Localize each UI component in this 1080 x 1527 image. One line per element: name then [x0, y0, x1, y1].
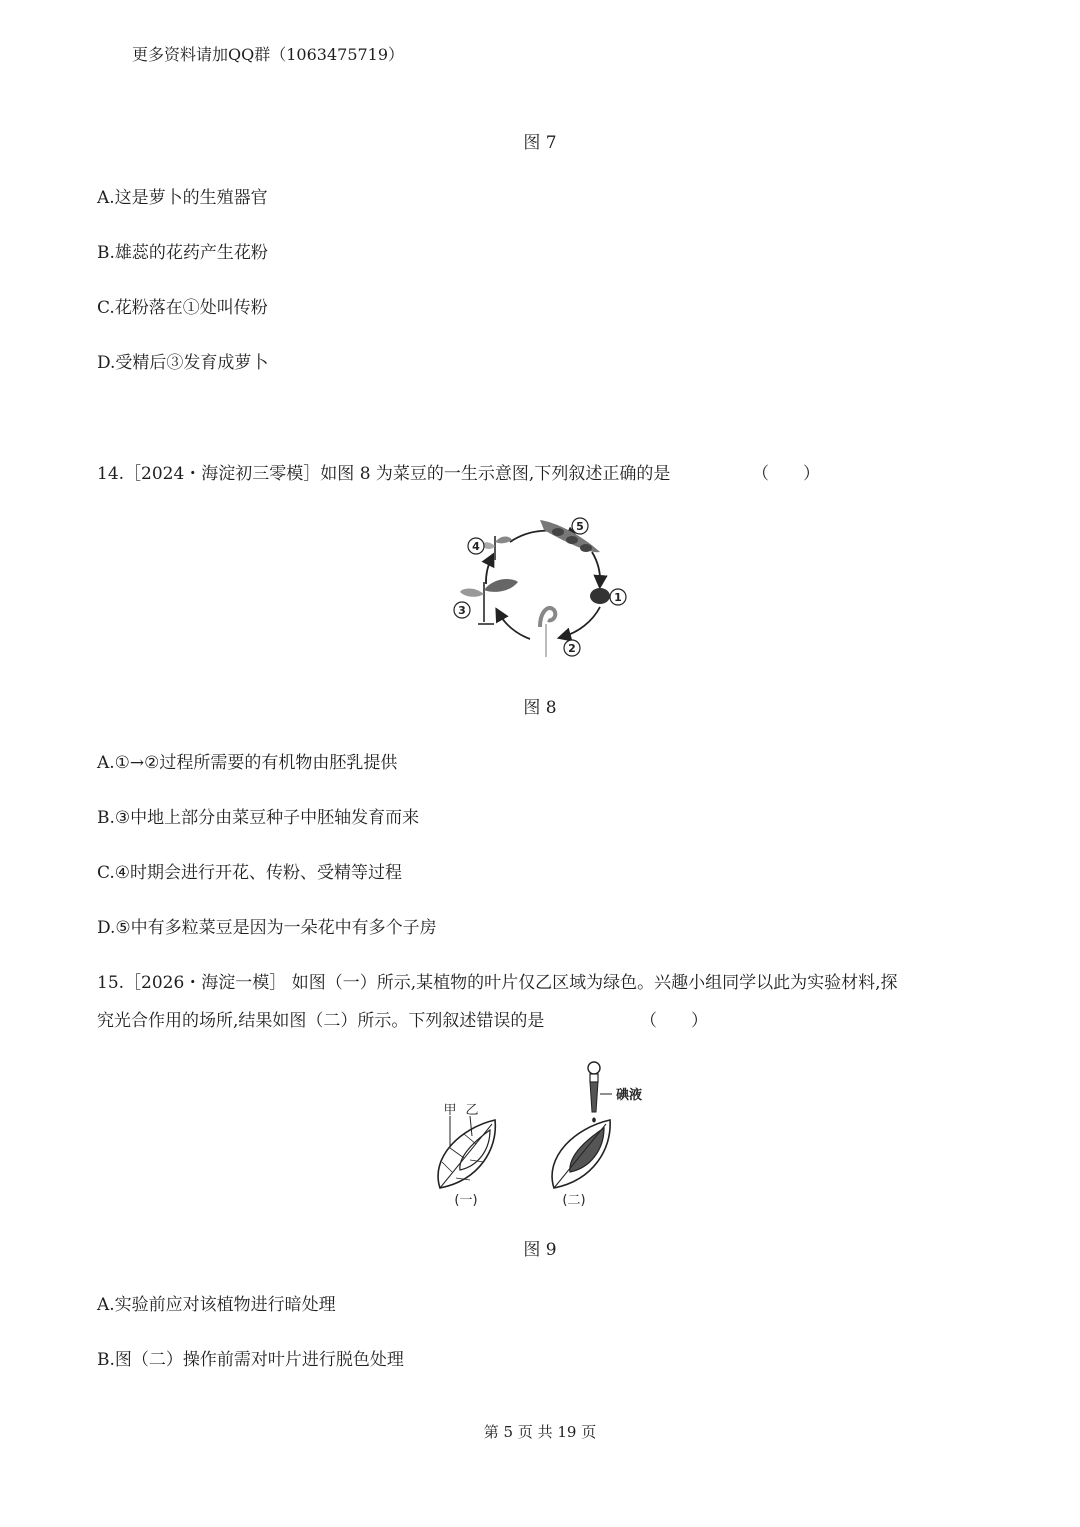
q13-option-a: A.这是萝卜的生殖器官 — [97, 188, 268, 208]
leaf-figure-one — [438, 1116, 495, 1188]
q14-answer-blank: （ ） — [752, 464, 820, 484]
q15-stem-line2: 究光合作用的场所,结果如图（二）所示。下列叙述错误的是 — [97, 1011, 545, 1031]
label-jia: 甲 — [443, 1103, 457, 1118]
figure-8-bean-lifecycle — [440, 512, 640, 662]
stage-label-5 — [572, 518, 588, 534]
figure-caption-8: 图 8 — [523, 698, 557, 718]
stage-label-4 — [468, 538, 484, 554]
caption-figure-two: (二) — [562, 1193, 586, 1208]
q14-option-d: D.⑤中有多粒菜豆是因为一朵花中有多个子房 — [97, 918, 437, 938]
q15-answer-blank: （ ） — [640, 1011, 708, 1031]
dropper-icon — [588, 1062, 600, 1123]
q13-option-c: C.花粉落在①处叫传粉 — [97, 298, 268, 318]
flowering-plant-stage — [482, 536, 512, 560]
bean-seed-stage — [590, 588, 610, 604]
bean-pod-stage — [540, 520, 600, 552]
caption-figure-one: (一) — [454, 1193, 478, 1208]
svg-text:5: 5 — [576, 520, 584, 533]
figure-caption-7: 图 7 — [523, 133, 557, 153]
svg-text:4: 4 — [472, 540, 480, 553]
q15-option-a: A.实验前应对该植物进行暗处理 — [97, 1295, 336, 1315]
q15-stem-line1: 15.［2026・海淀一模］ 如图（一）所示,某植物的叶片仅乙区域为绿色。兴趣小组同学以此为实验材料,探 — [97, 973, 898, 993]
germinating-seed-stage — [540, 608, 555, 657]
svg-text:2: 2 — [568, 642, 576, 655]
q13-option-b: B.雄蕊的花药产生花粉 — [97, 243, 268, 263]
svg-text:3: 3 — [458, 604, 466, 617]
q14-stem: 14.［2024・海淀初三零模］如图 8 为菜豆的一生示意图,下列叙述正确的是 — [97, 464, 671, 484]
svg-text:1: 1 — [614, 591, 622, 604]
stage-label-3 — [454, 602, 470, 618]
stage-label-1 — [610, 589, 626, 605]
leaf-figure-two — [552, 1120, 610, 1188]
q13-option-d: D.受精后③发育成萝卜 — [97, 353, 269, 373]
page-number: 第 5 页 共 19 页 — [483, 1423, 597, 1441]
q15-option-b: B.图（二）操作前需对叶片进行脱色处理 — [97, 1350, 404, 1370]
label-yi: 乙 — [465, 1103, 479, 1118]
stage-label-2 — [564, 640, 580, 656]
figure-9-leaf-experiment — [420, 1058, 660, 1218]
figure-caption-9: 图 9 — [523, 1240, 557, 1260]
label-iodine: 碘液 — [616, 1088, 643, 1103]
q14-option-a: A.①→②过程所需要的有机物由胚乳提供 — [97, 753, 398, 773]
seedling-stage — [460, 579, 518, 624]
q14-option-b: B.③中地上部分由菜豆种子中胚轴发育而来 — [97, 808, 420, 828]
q14-option-c: C.④时期会进行开花、传粉、受精等过程 — [97, 863, 403, 883]
page-header: 更多资料请加QQ群（1063475719） — [132, 45, 405, 64]
